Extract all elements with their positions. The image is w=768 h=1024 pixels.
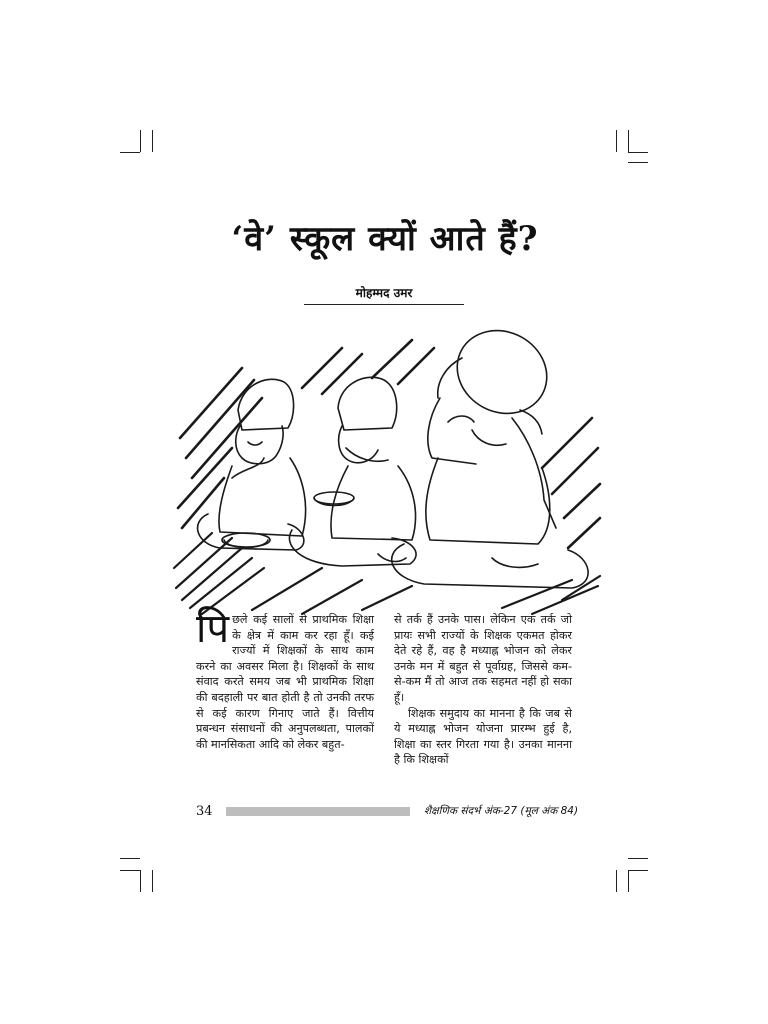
paragraph-1: से तर्क हैं उनके पास। लेकिन एक तर्क जो प्रायः सभी राज्यों के शिक्षक एकमत होकर देते रहे हैं, वह है मध्याह्न भोजन को लेकर उनके मन में बहुत से पूर्वाग्रह, जिससे कम-से-कम मैं तो आज तक सहमत नहीं हो सका हूँ।	[394, 613, 572, 704]
right-text-column	[394, 612, 572, 768]
intro-paragraph	[196, 606, 374, 752]
drop-cap: पि	[196, 606, 230, 652]
background-hatching	[178, 340, 600, 548]
floor-hatching	[174, 533, 600, 614]
child-middle	[289, 377, 416, 566]
paragraph-2: शिक्षक समुदाय का मानना है कि जब से ये मध्याह्न भोजन योजना प्रारम्भ हुई है, शिक्षा का स्तर गिरता गया है। उनका मानना है कि शिक्षकों	[394, 706, 572, 767]
children-eating-illustration	[172, 318, 602, 618]
author-byline: मोहम्मद उमर	[304, 284, 464, 305]
page-number: 34	[196, 804, 213, 819]
child-left	[198, 379, 306, 550]
footer-rule	[226, 807, 410, 816]
journal-reference: शैक्षणिक संदर्भ अंक-27 (मूल अंक 84)	[424, 805, 579, 817]
article-title: ‘वे’ स्कूल क्यों आते हैं?	[231, 219, 539, 259]
left-text-column	[196, 606, 374, 752]
intro-text: छले कई सालों से प्राथमिक शिक्षा के क्षेत्र में काम कर रहा हूँ। कई राज्यों में शिक्षकों के साथ काम करने का अवसर मिला है। शिक्षकों के साथ संवाद करते समय जब भी प्राथमिक शिक्षा की बदहाली पर बात होती है तो उनकी तरफ से कई कारण गिनाए जाते हैं। वित्तीय प्रबन्धन संसाधनों की अनुपलब्धता, पालकों की मानसिकता आदि को लेकर बहुत-	[196, 613, 374, 751]
